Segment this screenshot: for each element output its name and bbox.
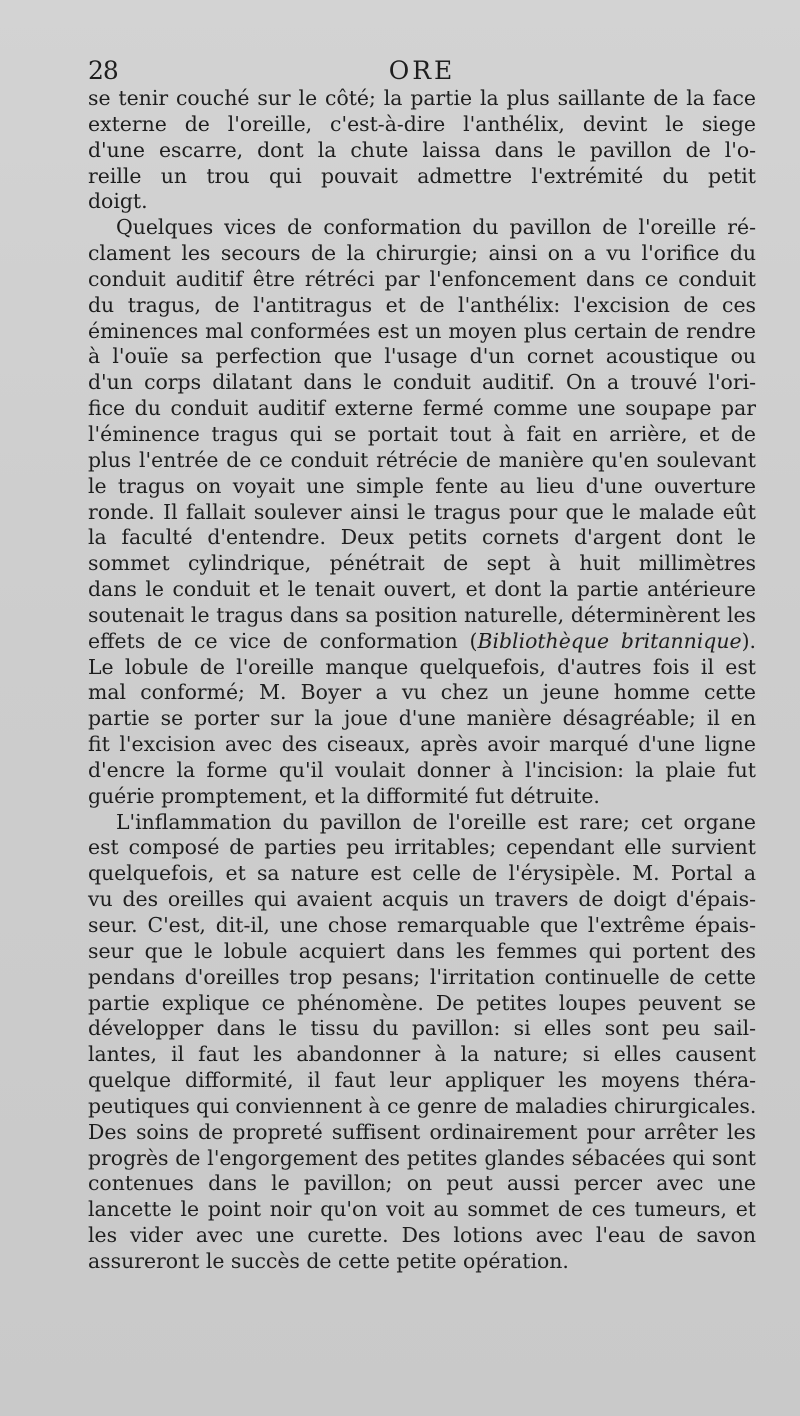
text-line: se tenir couché sur le côté; la partie la plus saillante de la face [88,86,756,110]
page-number: 28 [88,56,118,85]
text-line: quelquefois, et sa nature est celle de l'érysipèle. M. Portal a [88,861,756,886]
text-line: lancette le point noir qu'on voit au sommet de ces tumeurs, et [88,1197,756,1222]
text-line-with-citation [88,629,756,655]
text-line: Quelques vices de conformation du pavillon de l'oreille ré- [116,215,756,240]
text-line: ronde. Il fallait soulever ainsi le tragus pour que le malade eût [88,499,756,524]
text-line: externe de l'oreille, c'est-à-dire l'anthélix, devint le siege [88,111,756,136]
text-line: pendans d'oreilles trop pesans; l'irritation continuelle de cette [88,964,756,989]
text-line: Le lobule de l'oreille manque quelquefois, d'autres fois il est [88,654,756,679]
text-line: seur. C'est, dit-il, une chose remarquable que l'extrême épais- [88,913,756,937]
text-line: lantes, il faut les abandonner à la nature; si elles causent [88,1042,756,1067]
text-line: est composé de parties peu irritables; cependant elle survient [88,835,756,860]
text-line: partie explique ce phénomène. De petites loupes peuvent se [88,990,756,1015]
text-line: fice du conduit auditif externe fermé comme une soupape par [88,396,756,421]
text-line: éminences mal conformées est un moyen plus certain de rendre [88,318,756,343]
page-header [88,52,756,88]
text-line: les vider avec une curette. Des lotions avec l'eau de savon [88,1223,756,1248]
text-line: d'une escarre, dont la chute laissa dans le pavillon de l'o- [88,137,756,162]
text-line: d'un corps dilatant dans le conduit auditif. On a trouvé l'ori- [88,370,756,395]
text-line: partie se porter sur la joue d'une manière désagréable; il en [88,706,756,731]
text-line: contenues dans le pavillon; on peut aussi percer avec une [88,1171,756,1196]
text-line: sommet cylindrique, pénétrait de sept à huit millimètres [88,551,756,576]
text-line: doigt. [88,189,148,214]
text-line: vu des oreilles qui avaient acquis un travers de doigt d'épais- [88,887,756,912]
text-line: guérie promptement, et la difformité fut détruite. [88,783,600,808]
body-text [88,86,756,1275]
text-line: soutenait le tragus dans sa position naturelle, déterminèrent les [88,602,756,627]
text-line: l'éminence tragus qui se portait tout à fait en arrière, et de [88,421,756,446]
text-line: seur que le lobule acquiert dans les femmes qui portent des [88,938,756,963]
text-line: clament les secours de la chirurgie; ainsi on a vu l'orifice du [88,241,756,266]
text-line: développer dans le tissu du pavillon: si elles sont peu sail- [88,1016,756,1041]
citation-title: Bibliothèque britannique [477,628,742,653]
running-head: ORE [388,56,456,85]
text-line: fit l'excision avec des ciseaux, après avoir marqué d'une ligne [88,732,756,757]
text-line: la faculté d'entendre. Deux petits cornets d'argent dont le [88,525,756,550]
text-line: peutiques qui conviennent à ce genre de maladies chirurgicales. [88,1093,757,1118]
text-segment: effets de ce vice de conformation ( [88,628,478,653]
text-line: le tragus on voyait une simple fente au lieu d'une ouverture [88,473,756,498]
text-line: L'inflammation du pavillon de l'oreille est rare; cet organe [116,809,756,834]
text-line: mal conformé; M. Boyer a vu chez un jeune homme cette [88,680,756,705]
text-line: quelque difformité, il faut leur appliquer les moyens théra- [88,1068,756,1093]
text-line: d'encre la forme qu'il voulait donner à l'incision: la plaie fut [88,757,756,782]
text-line: progrès de l'engorgement des petites glandes sébacées qui sont [88,1145,756,1170]
text-line: plus l'entrée de ce conduit rétrécie de manière qu'en soulevant [88,447,756,472]
text-line: Des soins de propreté suffisent ordinairement pour arrêter les [88,1119,756,1144]
text-line: conduit auditif être rétréci par l'enfoncement dans ce conduit [88,266,756,291]
text-line: à l'ouïe sa perfection que l'usage d'un cornet acoustique ou [88,344,756,369]
text-line: du tragus, de l'antitragus et de l'anthélix: l'excision de ces [88,292,756,317]
text-line: dans le conduit et le tenait ouvert, et dont la partie antérieure [88,577,756,602]
text-segment: ). [741,628,756,653]
text-line: assureront le succès de cette petite opération. [88,1248,569,1273]
text-line: reille un trou qui pouvait admettre l'extrémité du petit [88,163,756,188]
